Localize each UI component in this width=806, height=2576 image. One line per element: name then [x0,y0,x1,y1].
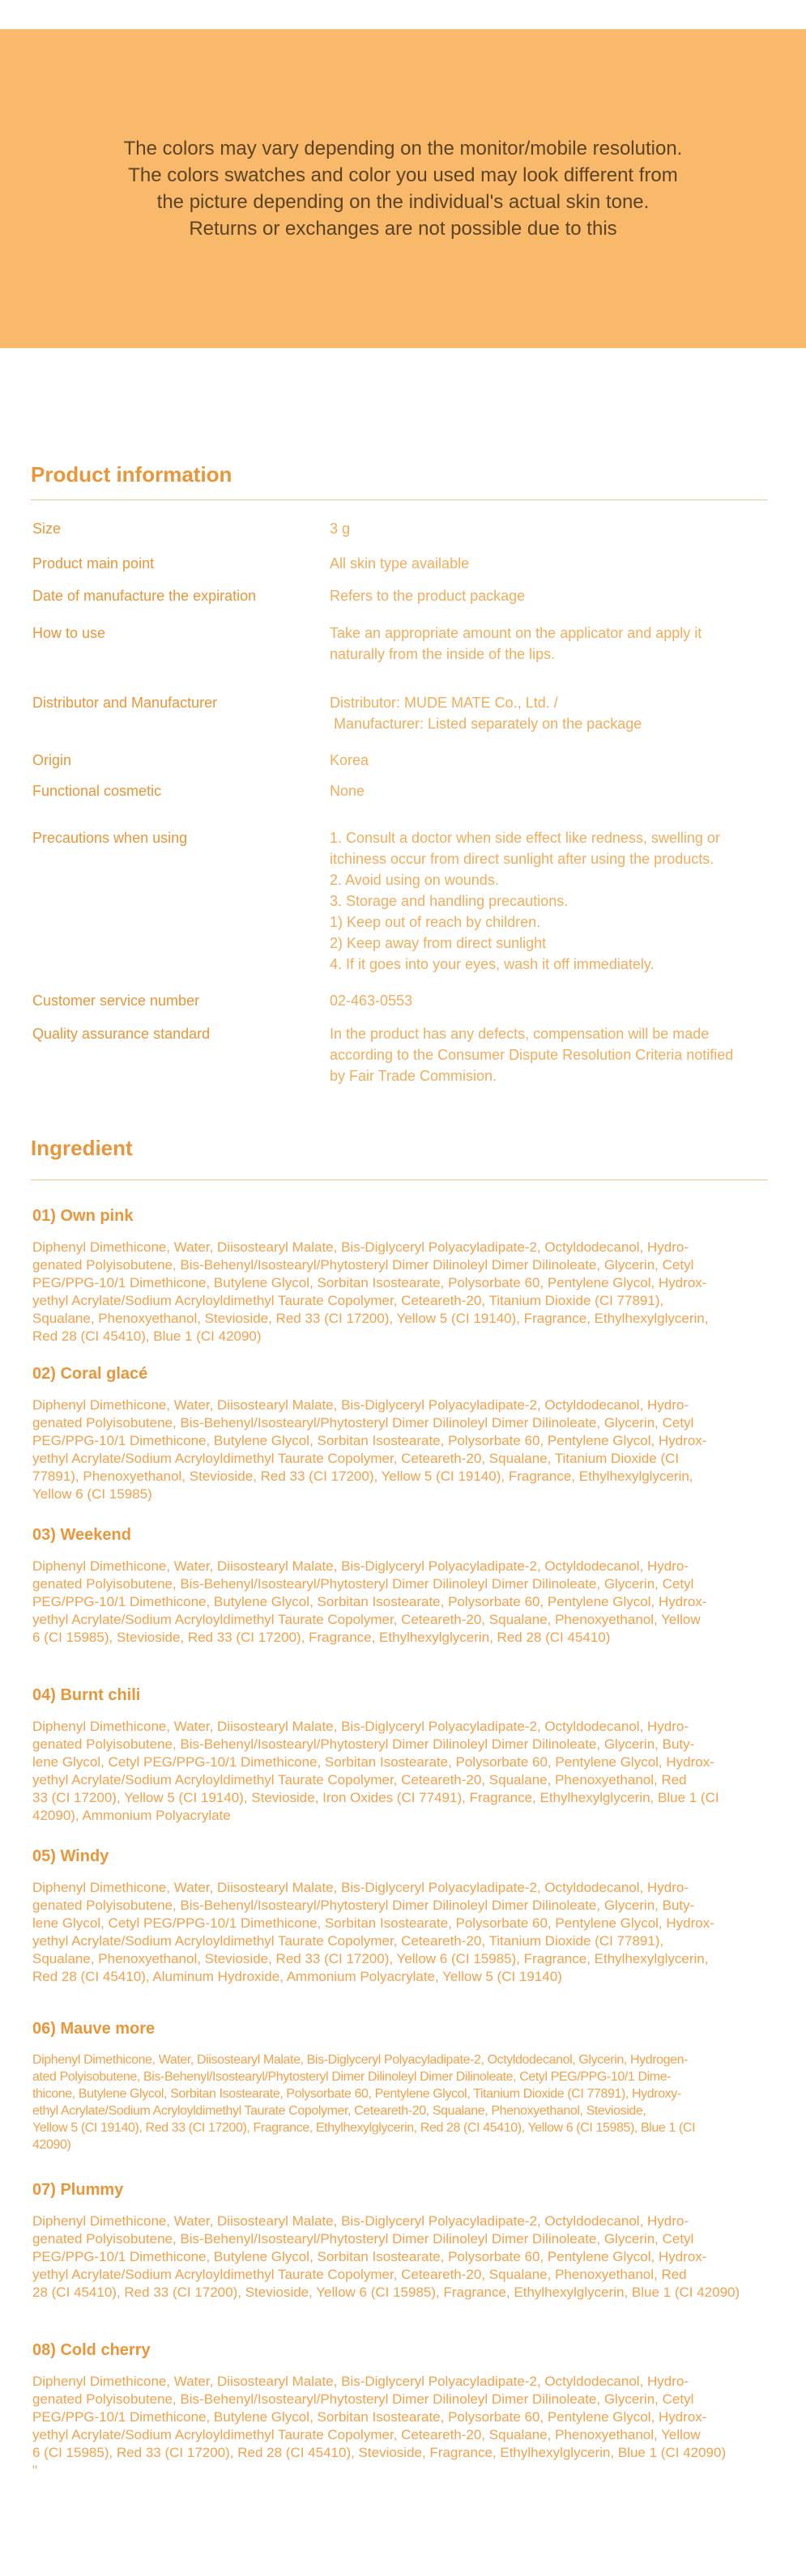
ingredient-line: PEG/PPG-10/1 Dimethicone, Butylene Glycol, Sorbitan Isostearate, Polysorbate 60, Pentylene Glycol, Hydrox- [32,1275,707,1290]
info-label: Product main point [32,555,155,572]
ingredient-line: Red 28 (CI 45410), Blue 1 (CI 42090) [32,1328,262,1344]
ingredient-line: genated Polyisobutene, Bis-Behenyl/Isostearyl/Phytosteryl Dimer Dilinoleyl Dimer Dilinoleate, Glycerin, Cetyl [32,2391,694,2407]
info-value [330,585,767,606]
info-value [330,990,767,1011]
notice-line: The colors may vary depending on the monitor/mobile resolution. [123,138,683,159]
ingredient-line: 33 (CI 17200), Yellow 5 (CI 19140), Stevioside, Iron Oxides (CI 77491), Fragrance, Ethylhexylglycerin, Blue 1 (CI [32,1790,719,1805]
ingredient-shade-list [32,2213,765,2302]
ingredient-shade-title: 05) Windy [32,1847,109,1865]
info-value-line: None [330,783,365,799]
ingredient-line: Diphenyl Dimethicone, Water, Diisostearyl Malate, Bis-Diglyceryl Polyacyladipate-2, Octyldodecanol, Hydro- [32,2374,689,2389]
ingredient-line: yethyl Acrylate/Sodium Acryloyldimethyl Taurate Copolymer, Ceteareth-20, Squalane, Phenoxyethanol, Red [32,1772,687,1787]
ingredient-shade-list [32,1718,765,1825]
info-value-line: naturally from the inside of the lips. [330,646,556,662]
ingredient-line: Diphenyl Dimethicone, Water, Diisostearyl Malate, Bis-Diglyceryl Polyacyladipate-2, Octyldodecanol, Hydro- [32,1719,689,1734]
ingredient-shade-title: 06) Mauve more [32,2020,156,2038]
ingredient-line: lene Glycol, Cetyl PEG/PPG-10/1 Dimethicone, Sorbitan Isostearate, Polysorbate 60, Pentylene Glycol, Hydrox- [32,1915,714,1931]
ingredient-title: Ingredient [31,1136,133,1160]
ingredient-line: Diphenyl Dimethicone, Water, Diisostearyl Malate, Bis-Diglyceryl Polyacyladipate-2, Octyldodecanol, Hydro- [32,2213,689,2229]
info-value [330,553,767,574]
info-value [330,827,767,975]
ingredient-line: genated Polyisobutene, Bis-Behenyl/Isostearyl/Phytosteryl Dimer Dilinoleyl Dimer Dilinoleate, Glycerin, Buty- [32,1736,695,1752]
ingredient-line: PEG/PPG-10/1 Dimethicone, Butylene Glycol, Sorbitan Isostearate, Polysorbate 60, Pentylene Glycol, Hydrox- [32,1433,707,1448]
ingredient-line: yethyl Acrylate/Sodium Acryloyldimethyl Taurate Copolymer, Ceteareth-20, Titanium Dioxide (CI 77891), [32,1933,664,1949]
info-value-line: 4. If it goes into your eyes, wash it off immediately. [330,956,655,972]
info-value-line: 02-463-0553 [330,993,413,1009]
info-value-line: 3. Storage and handling precautions. [330,893,569,909]
ingredient-line: 6 (CI 15985), Stevioside, Red 33 (CI 17200), Fragrance, Ethylhexylglycerin, Red 28 (CI 45410) [32,1630,611,1645]
ingredient-line: genated Polyisobutene, Bis-Behenyl/Isostearyl/Phytosteryl Dimer Dilinoleyl Dimer Dilinoleate, Glycerin, Cetyl [32,1257,694,1273]
ingredient-line: Yellow 6 (CI 15985) [32,1486,152,1502]
info-value [330,750,767,771]
info-label: Date of manufacture the expiration [32,588,257,604]
ingredient-shade-list [32,1239,765,1345]
info-value-line: Korea [330,752,369,768]
info-value-line: 2. Avoid using on wounds. [330,872,499,888]
ingredient-line: Yellow 5 (CI 19140), Red 33 (CI 17200), Fragrance, Ethylhexylglycerin, Red 28 (CI 45410), Yellow 6 (CI 15985), Blue 1 (CI [32,2121,696,2135]
ingredient-line: Diphenyl Dimethicone, Water, Diisostearyl Malate, Bis-Diglyceryl Polyacyladipate-2, Octyldodecanol, Hydro- [32,1397,689,1413]
info-value-line: 3 g [330,521,351,537]
ingredient-shade-title: 03) Weekend [32,1526,131,1544]
ingredient-line: Red 28 (CI 45410), Aluminum Hydroxide, Ammonium Polyacrylate, Yellow 5 (CI 19140) [32,1969,562,1984]
info-value [330,780,767,801]
info-label: Distributor and Manufacturer [32,695,218,711]
info-value [330,1023,767,1086]
ingredient-line: genated Polyisobutene, Bis-Behenyl/Isostearyl/Phytosteryl Dimer Dilinoleyl Dimer Dilinoleate, Glycerin, Cetyl [32,1415,694,1430]
info-value-line: All skin type available [330,555,470,572]
ingredient-shade-list [32,1396,765,1503]
ingredient-shade-list [32,1879,765,1986]
ingredient-line: 77891), Phenoxyethanol, Stevioside, Red 33 (CI 17200), Yellow 5 (CI 19140), Fragrance, Ethylhexylglycerin, [32,1469,693,1484]
notice-line: The colors swatches and color you used may look different from [128,164,678,186]
info-label: Origin [32,752,72,768]
ingredient-line: Diphenyl Dimethicone, Water, Diisostearyl Malate, Bis-Diglyceryl Polyacyladipate-2, Octyldodecanol, Hydro- [32,1558,689,1574]
info-label: Functional cosmetic [32,783,162,799]
info-label: How to use [32,625,106,641]
ingredient-line: yethyl Acrylate/Sodium Acryloyldimethyl Taurate Copolymer, Ceteareth-20, Squalane, Phenoxyethanol, Yellow [32,2427,701,2442]
info-value-line: 1) Keep out of reach by children. [330,914,541,930]
ingredient-line: genated Polyisobutene, Bis-Behenyl/Isostearyl/Phytosteryl Dimer Dilinoleyl Dimer Dilinoleate, Glycerin, Cetyl [32,1576,694,1592]
ingredient-line: Diphenyl Dimethicone, Water, Diisostearyl Malate, Bis-Diglyceryl Polyacyladipate-2, Octyldodecanol, Hydro- [32,1880,689,1895]
ingredient-line: yethyl Acrylate/Sodium Acryloyldimethyl Taurate Copolymer, Ceteareth-20, Squalane, Phenoxyethanol, Yellow [32,1612,701,1627]
info-value-line: itchiness occur from direct sunlight after using the products. [330,851,714,867]
notice-line: the picture depending on the individual's actual skin tone. [156,191,650,213]
ingredient-line: Diphenyl Dimethicone, Water, Diisostearyl Malate, Bis-Diglyceryl Polyacyladipate-2, Octyldodecanol, Hydro- [32,1239,689,1255]
info-value-line: 1. Consult a doctor when side effect like redness, swelling or [330,830,720,846]
ingredient-line: 42090) [32,2138,71,2152]
ingredient-line: ethyl Acrylate/Sodium Acryloyldimethyl Taurate Copolymer, Ceteareth-20, Squalane, Phenoxyethanol, Stevioside, [32,2104,646,2118]
info-value [330,692,767,734]
ingredient-shade-list [32,1558,765,1647]
info-value [330,623,767,665]
ingredient-line: PEG/PPG-10/1 Dimethicone, Butylene Glycol, Sorbitan Isostearate, Polysorbate 60, Pentylene Glycol, Hydrox- [32,1594,707,1609]
ingredient-shade-title: 08) Cold cherry [32,2341,151,2359]
ingredient-line: genated Polyisobutene, Bis-Behenyl/Isostearyl/Phytosteryl Dimer Dilinoleyl Dimer Dilinoleate, Glycerin, Cetyl [32,2231,694,2247]
info-value-line: 2) Keep away from direct sunlight [330,935,547,951]
ingredient-line: 6 (CI 15985), Red 33 (CI 17200), Red 28 (CI 45410), Stevioside, Fragrance, Ethylhexylglycerin, Blue 1 (CI 42090) [32,2445,727,2460]
ingredient-line: yethyl Acrylate/Sodium Acryloyldimethyl Taurate Copolymer, Ceteareth-20, Titanium Dioxide (CI 77891), [32,1293,664,1308]
ingredient-line: ated Polyisobutene, Bis-Behenyl/Isostearyl/Phytosteryl Dimer Dilinoleyl Dimer Dilinoleate, Cetyl PEG/PPG-10/1 Dime- [32,2070,672,2084]
ingredient-shade-list [32,2051,765,2153]
info-value-line: Distributor: MUDE MATE Co., Ltd. / [330,695,558,711]
ingredient-shade-title: 07) Plummy [32,2181,124,2199]
ingredient-line: Squalane, Phenoxyethanol, Stevioside, Red 33 (CI 17200), Yellow 5 (CI 19140), Fragrance, Ethylhexylglycerin, [32,1311,709,1326]
product-information-divider [31,499,768,500]
info-value-line: Take an appropriate amount on the applicator and apply it [330,625,702,641]
ingredient-line: PEG/PPG-10/1 Dimethicone, Butylene Glycol, Sorbitan Isostearate, Polysorbate 60, Pentylene Glycol, Hydrox- [32,2409,707,2425]
ingredient-shade-title: 04) Burnt chili [32,1686,141,1704]
notice-line: Returns or exchanges are not possible due to this [189,218,617,240]
product-information-title: Product information [31,462,232,487]
info-value-line: In the product has any defects, compensation will be made [330,1026,710,1042]
info-label: Customer service number [32,993,200,1009]
info-value-line: by Fair Trade Commision. [330,1068,497,1084]
ingredient-line: thicone, Butylene Glycol, Sorbitan Isostearate, Polysorbate 60, Pentylene Glycol, Titanium Dioxide (CI 77891), Hydroxy- [32,2087,681,2101]
ingredient-line: " [32,2463,38,2478]
ingredient-line: yethyl Acrylate/Sodium Acryloyldimethyl Taurate Copolymer, Ceteareth-20, Squalane, Phenoxyethanol, Red [32,2267,687,2282]
ingredient-line: 42090), Ammonium Polyacrylate [32,1808,231,1823]
ingredient-line: Diphenyl Dimethicone, Water, Diisostearyl Malate, Bis-Diglyceryl Polyacyladipate-2, Octyldodecanol, Glycerin, Hydrogen- [32,2053,689,2067]
ingredient-line: yethyl Acrylate/Sodium Acryloyldimethyl Taurate Copolymer, Ceteareth-20, Squalane, Titanium Dioxide (CI [32,1451,680,1466]
info-label: Size [32,521,62,537]
ingredient-line: lene Glycol, Cetyl PEG/PPG-10/1 Dimethicone, Sorbitan Isostearate, Polysorbate 60, Pentylene Glycol, Hydrox- [32,1754,714,1770]
info-label: Precautions when using [32,830,188,846]
ingredient-shade-list [32,2373,765,2480]
info-value-line: Manufacturer: Listed separately on the package [330,716,642,732]
ingredient-line: genated Polyisobutene, Bis-Behenyl/Isostearyl/Phytosteryl Dimer Dilinoleyl Dimer Dilinoleate, Glycerin, Buty- [32,1898,695,1913]
info-value-line: according to the Consumer Dispute Resolution Criteria notified [330,1047,734,1063]
ingredient-line: PEG/PPG-10/1 Dimethicone, Butylene Glycol, Sorbitan Isostearate, Polysorbate 60, Pentylene Glycol, Hydrox- [32,2249,707,2264]
info-value-line: Refers to the product package [330,588,526,604]
ingredient-shade-title: 01) Own pink [32,1207,134,1225]
ingredient-line: 28 (CI 45410), Red 33 (CI 17200), Stevioside, Yellow 6 (CI 15985), Fragrance, Ethylhexylglycerin, Blue 1 (CI 42090) [32,2285,740,2300]
info-label: Quality assurance standard [32,1026,211,1042]
ingredient-shade-title: 02) Coral glacé [32,1365,148,1383]
ingredient-line: Squalane, Phenoxyethanol, Stevioside, Red 33 (CI 17200), Yellow 6 (CI 15985), Fragrance, Ethylhexylglycerin, [32,1951,709,1966]
color-notice-banner [0,29,806,348]
info-value [330,518,767,539]
